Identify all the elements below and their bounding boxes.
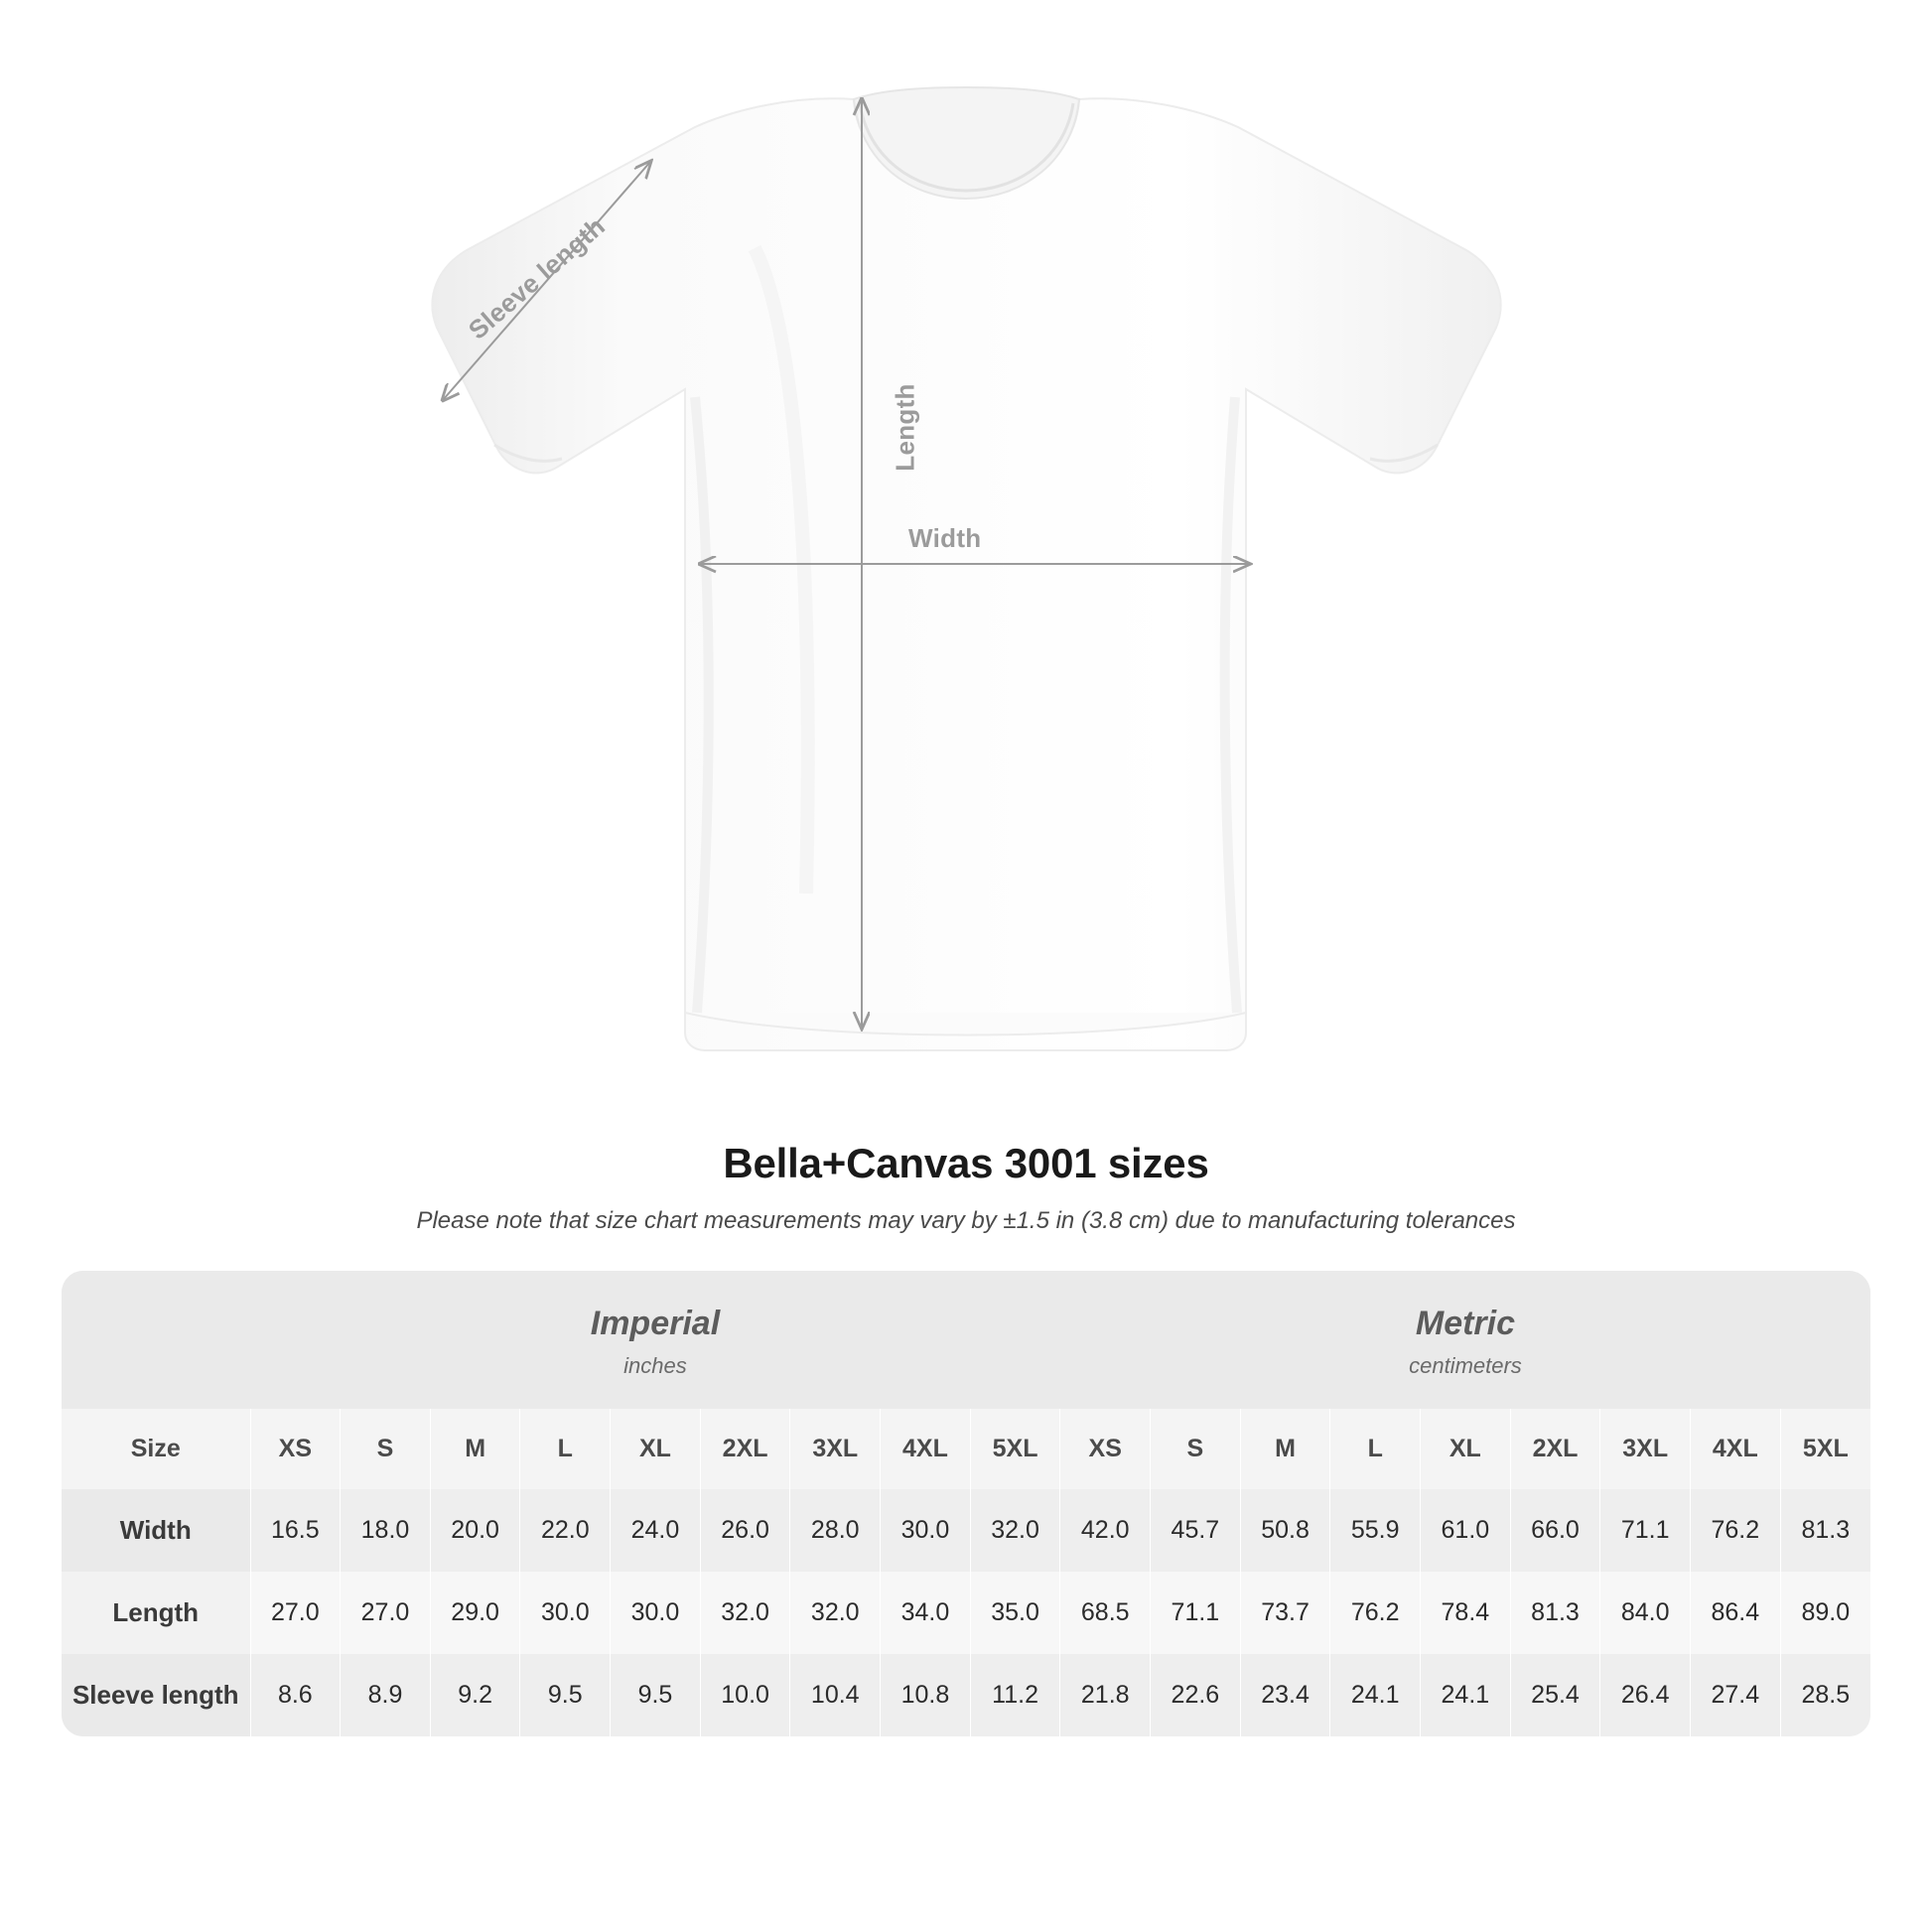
size-header-cell: 5XL	[1780, 1409, 1870, 1489]
table-group-header-row	[62, 1271, 1870, 1409]
cell-width: 24.0	[611, 1489, 701, 1572]
table-row-width	[62, 1489, 1870, 1572]
cell-length: 30.0	[611, 1572, 701, 1654]
cell-width: 61.0	[1421, 1489, 1511, 1572]
table-size-header-row	[62, 1409, 1870, 1489]
size-header-cell: S	[1151, 1409, 1241, 1489]
size-header-cell: M	[1240, 1409, 1330, 1489]
cell-width: 32.0	[970, 1489, 1060, 1572]
cell-length: 76.2	[1330, 1572, 1421, 1654]
cell-width: 55.9	[1330, 1489, 1421, 1572]
cell-width: 50.8	[1240, 1489, 1330, 1572]
cell-sleeve-length: 24.1	[1330, 1654, 1421, 1736]
cell-sleeve-length: 26.4	[1600, 1654, 1691, 1736]
size-header-cell: S	[341, 1409, 431, 1489]
cell-sleeve-length: 28.5	[1780, 1654, 1870, 1736]
cell-length: 81.3	[1510, 1572, 1600, 1654]
cell-width: 18.0	[341, 1489, 431, 1572]
cell-sleeve-length: 22.6	[1151, 1654, 1241, 1736]
cell-sleeve-length: 9.2	[430, 1654, 520, 1736]
cell-length: 71.1	[1151, 1572, 1241, 1654]
cell-width: 42.0	[1060, 1489, 1151, 1572]
group-unit-imperial: inches	[623, 1353, 687, 1378]
size-chart-table	[62, 1271, 1870, 1736]
table-row-sleeve-length	[62, 1654, 1870, 1736]
cell-length: 32.0	[790, 1572, 881, 1654]
cell-length: 84.0	[1600, 1572, 1691, 1654]
size-header-cell: 4XL	[881, 1409, 971, 1489]
cell-sleeve-length: 10.4	[790, 1654, 881, 1736]
size-header-cell: XL	[611, 1409, 701, 1489]
size-header-cell: 4XL	[1691, 1409, 1781, 1489]
cell-length: 32.0	[700, 1572, 790, 1654]
size-header-cell: XS	[1060, 1409, 1151, 1489]
cell-length: 27.0	[341, 1572, 431, 1654]
cell-width: 76.2	[1691, 1489, 1781, 1572]
size-header-cell: 3XL	[1600, 1409, 1691, 1489]
cell-width: 20.0	[430, 1489, 520, 1572]
heading-block	[0, 1140, 1932, 1235]
group-unit-metric: centimeters	[1409, 1353, 1522, 1378]
cell-width: 45.7	[1151, 1489, 1241, 1572]
cell-sleeve-length: 23.4	[1240, 1654, 1330, 1736]
size-chart-table-wrapper	[62, 1271, 1870, 1736]
cell-length: 27.0	[250, 1572, 341, 1654]
size-header-cell: L	[520, 1409, 611, 1489]
page-title: Bella+Canvas 3001 sizes	[723, 1140, 1209, 1186]
cell-length: 78.4	[1421, 1572, 1511, 1654]
cell-width: 30.0	[881, 1489, 971, 1572]
size-header-cell: M	[430, 1409, 520, 1489]
cell-sleeve-length: 10.0	[700, 1654, 790, 1736]
cell-width: 26.0	[700, 1489, 790, 1572]
size-header-cell: L	[1330, 1409, 1421, 1489]
width-label: Width	[908, 523, 982, 553]
size-header-label: Size	[62, 1409, 250, 1489]
cell-length: 68.5	[1060, 1572, 1151, 1654]
cell-width: 16.5	[250, 1489, 341, 1572]
cell-width: 22.0	[520, 1489, 611, 1572]
group-name-imperial: Imperial	[590, 1305, 721, 1342]
cell-length: 86.4	[1691, 1572, 1781, 1654]
cell-sleeve-length: 27.4	[1691, 1654, 1781, 1736]
cell-width: 66.0	[1510, 1489, 1600, 1572]
cell-sleeve-length: 11.2	[970, 1654, 1060, 1736]
measurement-note: Please note that size chart measurements may vary by ±1.5 in (3.8 cm) due to manufacturing tolerances	[416, 1207, 1516, 1234]
row-label-length: Length	[62, 1572, 250, 1654]
size-header-cell: 3XL	[790, 1409, 881, 1489]
cell-sleeve-length: 8.6	[250, 1654, 341, 1736]
row-label-width: Width	[62, 1489, 250, 1572]
table-row-length	[62, 1572, 1870, 1654]
cell-length: 29.0	[430, 1572, 520, 1654]
cell-width: 28.0	[790, 1489, 881, 1572]
cell-sleeve-length: 9.5	[520, 1654, 611, 1736]
group-name-metric: Metric	[1415, 1305, 1516, 1342]
cell-width: 71.1	[1600, 1489, 1691, 1572]
cell-length: 34.0	[881, 1572, 971, 1654]
cell-sleeve-length: 8.9	[341, 1654, 431, 1736]
cell-sleeve-length: 21.8	[1060, 1654, 1151, 1736]
cell-sleeve-length: 25.4	[1510, 1654, 1600, 1736]
cell-width: 81.3	[1780, 1489, 1870, 1572]
length-label: Length	[890, 383, 920, 472]
size-header-cell: XS	[250, 1409, 341, 1489]
group-header-imperial	[250, 1271, 1060, 1409]
size-header-cell: 5XL	[970, 1409, 1060, 1489]
sleeve-length-label: Sleeve length	[462, 210, 612, 345]
group-header-metric	[1060, 1271, 1870, 1409]
size-header-cell: 2XL	[1510, 1409, 1600, 1489]
cell-length: 89.0	[1780, 1572, 1870, 1654]
group-header-spacer	[62, 1271, 250, 1409]
cell-length: 35.0	[970, 1572, 1060, 1654]
cell-sleeve-length: 9.5	[611, 1654, 701, 1736]
cell-sleeve-length: 10.8	[881, 1654, 971, 1736]
cell-sleeve-length: 24.1	[1421, 1654, 1511, 1736]
cell-length: 73.7	[1240, 1572, 1330, 1654]
size-header-cell: XL	[1421, 1409, 1511, 1489]
row-label-sleeve-length: Sleeve length	[62, 1654, 250, 1736]
cell-length: 30.0	[520, 1572, 611, 1654]
size-header-cell: 2XL	[700, 1409, 790, 1489]
